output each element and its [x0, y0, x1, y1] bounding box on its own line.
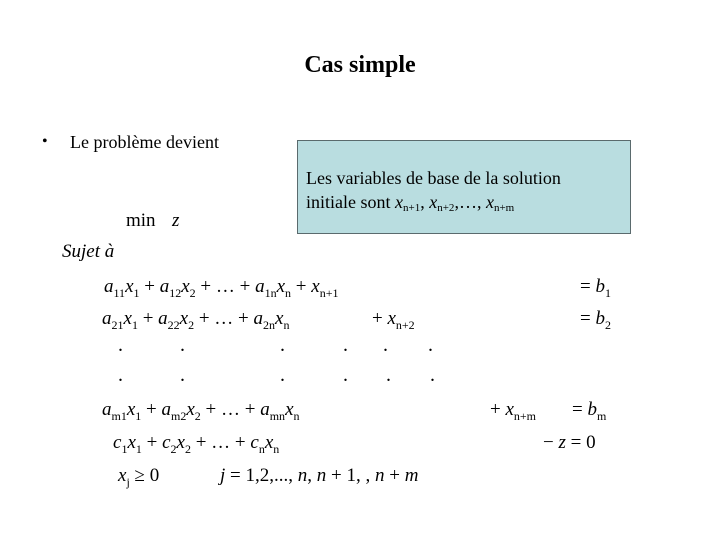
slide-title: Cas simple [304, 52, 416, 78]
cost-row: $c_1x_1 + c_2x_2$ + … + $c_nx_n$ [113, 432, 280, 456]
objective-var: z [172, 210, 180, 231]
rhs-bm: = $b_m$ [572, 399, 607, 423]
note-line-2: initiale sont $x_{n+1}$, $x_{n+2},\dots$, $x_{n+m}$ [306, 192, 515, 214]
basis-note-box [297, 140, 631, 234]
note-line-1: Les variables de base de la solution [306, 168, 561, 188]
nonnegativity: $x_j \ge 0$ [118, 465, 160, 489]
cost-rhs: − z = 0 [543, 432, 596, 453]
constraint-row-1: $a_{11}x_1 + a_{12}x_2$ + … + $a_{1n}x_n + x_{n+1}$ [104, 276, 339, 300]
subject-to: Sujet à [62, 241, 115, 262]
slack-n-plus-m: + $x_{n+m}$ [490, 399, 537, 423]
objective-min: min [126, 210, 156, 231]
constraint-row-2: $a_{21}x_1 + a_{22}x_2$ + … + $a_{2n}x_n$ [102, 308, 290, 332]
rhs-b2: = $b_2$ [580, 308, 611, 332]
bullet-marker: • [42, 133, 48, 150]
slack-n-plus-2: + $x_{n+2}$ [372, 308, 415, 332]
bullet-text: Le problème devient [70, 132, 219, 152]
constraint-row-m: $a_{m1}x_1 + a_{m2}x_2$ + … + $a_{mn}x_n$ [102, 399, 300, 423]
rhs-b1: = $b_1$ [580, 276, 611, 300]
index-range: j = 1,2,..., n, n + 1, , n + m [220, 465, 419, 486]
